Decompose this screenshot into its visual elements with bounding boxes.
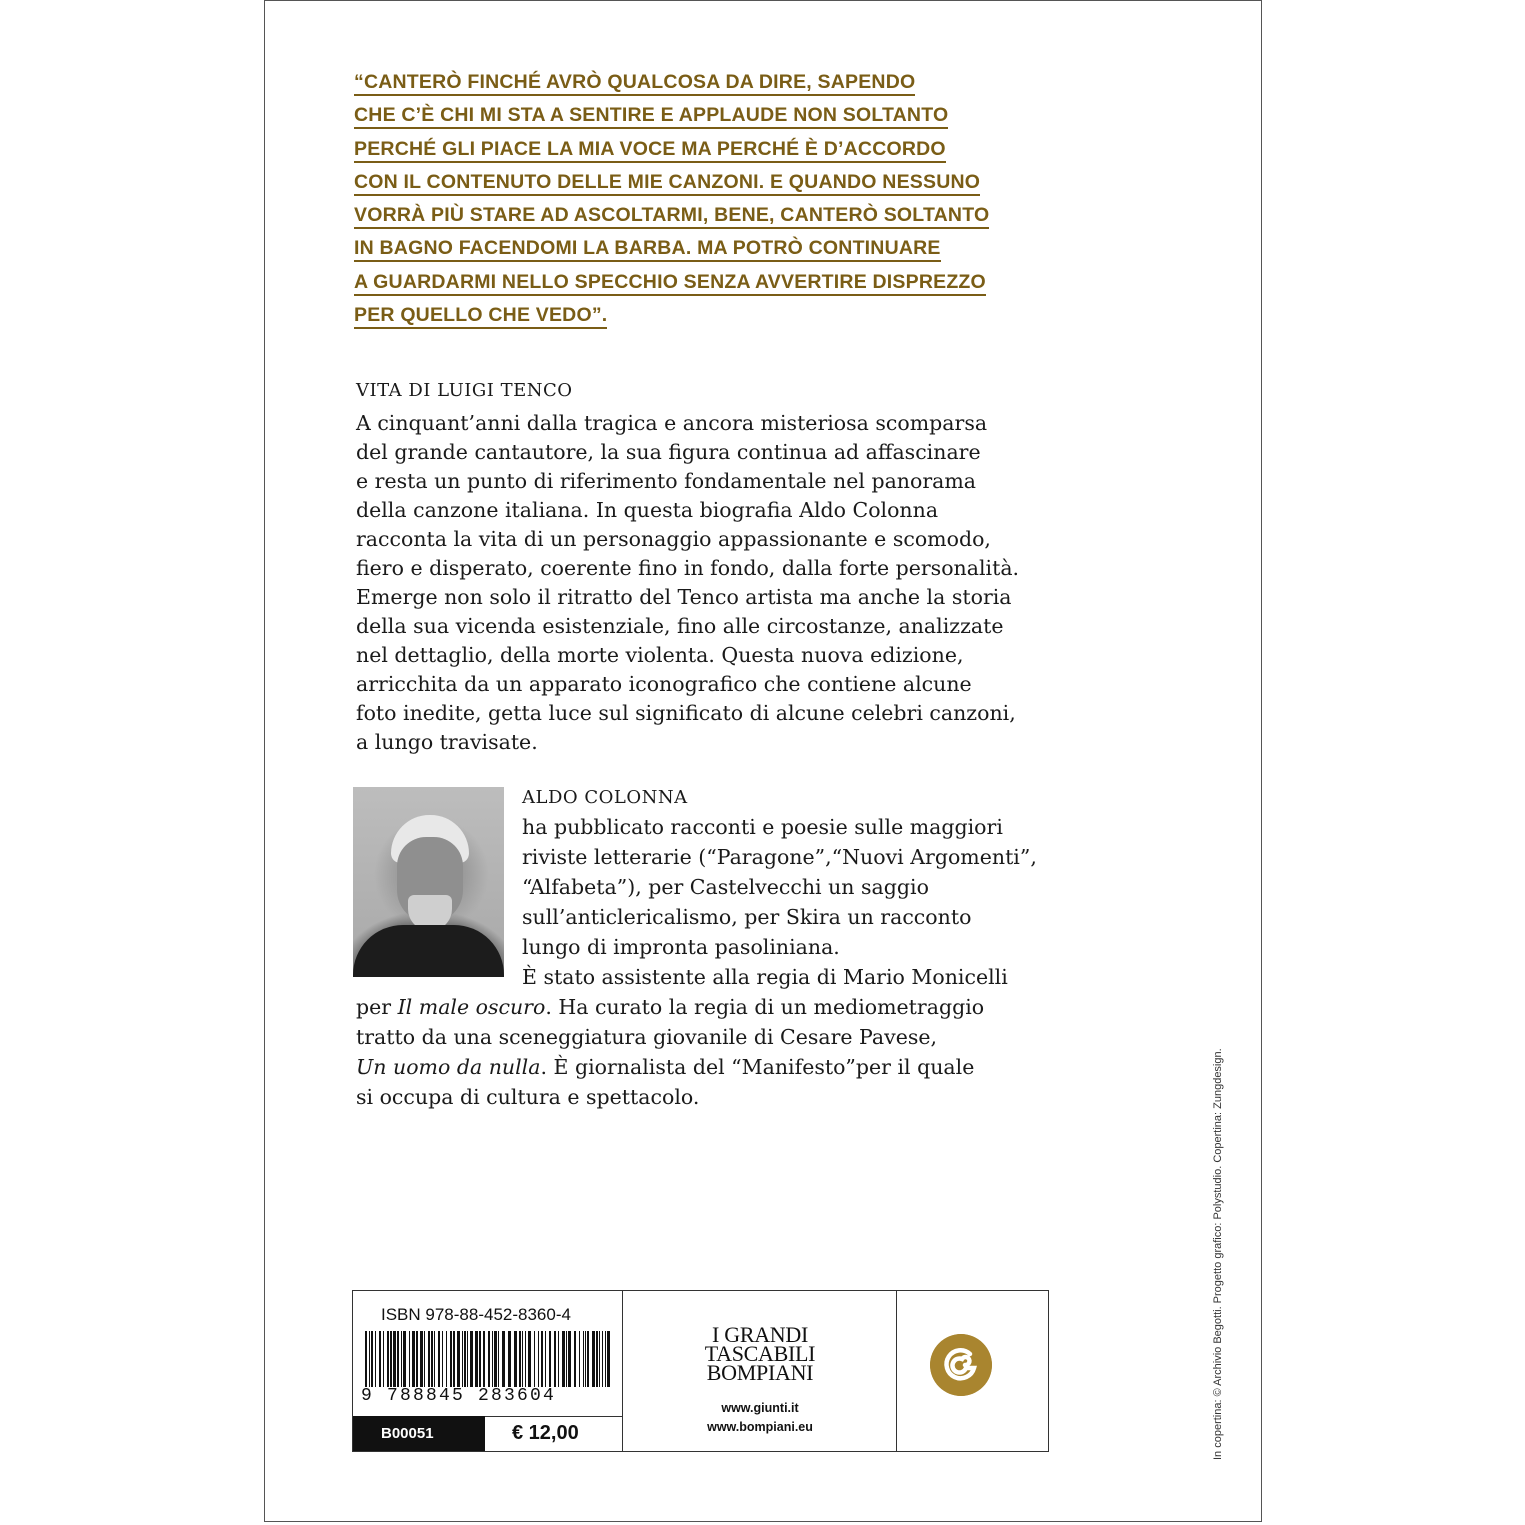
barcode-area [353,1291,623,1451]
bio-line: si occupa di cultura e spettacolo. [356,1085,700,1109]
bio-line: È stato assistente alla regia di Mario Monicelli [522,965,1008,989]
publisher-area [623,1291,897,1451]
bio-line: “Alfabeta”), per Castelvecchi un saggio [522,875,929,899]
bio-line: riviste letterarie (“Paragone”,“Nuovi Argomenti”, [522,845,1037,869]
quote-line: PERCHÉ GLI PIACE LA MIA VOCE MA PERCHÉ È D’ACCORDO [354,135,1014,168]
description-line: arricchita da un apparato iconografico che contiene alcune [356,672,972,696]
series-line: TASCABILI [704,1341,816,1366]
bio-line: ha pubblicato racconti e poesie sulle maggiori [522,815,1003,839]
description-line: Emerge non solo il ritratto del Tenco artista ma anche la storia [356,585,1012,609]
description-line: e resta un punto di riferimento fondamentale nel panorama [356,469,977,493]
description-line: della canzone italiana. In questa biografia Aldo Colonna [356,498,939,522]
publisher-urls [623,1399,897,1437]
description-line: nel dettaglio, della morte violenta. Questa nuova edizione, [356,643,964,667]
series-line: BOMPIANI [706,1360,814,1385]
price: € 12,00 [485,1416,622,1451]
isbn-label: ISBN 978-88-452-8360-4 [381,1305,571,1324]
quote-line: CON IL CONTENUTO DELLE MIE CANZONI. E QUANDO NESSUNO [354,168,1014,201]
barcode-icon [365,1331,611,1387]
description-line: A cinquant’anni dalla tragica e ancora misteriosa scomparsa [356,411,988,435]
logo-area [897,1291,1048,1451]
book-description [356,409,1056,757]
quote-line: PER QUELLO CHE VEDO”. [354,301,1014,334]
description-line: foto inedite, getta luce sul significato di alcune celebri canzoni, [356,701,1016,725]
author-name: ALDO COLONNA [522,787,688,808]
url-giunti: www.giunti.it [721,1401,799,1415]
cover-credits: In copertina: © Archivio Begotti. Progetto grafico: Polystudio. Copertina: Zungdesign. [1212,1048,1224,1460]
bio-line: sull’anticlericalismo, per Skira un racconto [522,905,972,929]
product-code: B00051 [353,1416,485,1451]
quote-line: “CANTERÒ FINCHÉ AVRÒ QUALCOSA DA DIRE, SAPENDO [354,68,1014,101]
quote-line: A GUARDARMI NELLO SPECCHIO SENZA AVVERTIRE DISPREZZO [354,268,1014,301]
series-name [623,1322,897,1385]
book-title: VITA DI LUIGI TENCO [356,380,573,401]
bio-line: Un uomo da nulla. È giornalista del “Manifesto”per il quale [356,1055,975,1079]
footer-box [352,1290,1049,1452]
description-line: fiero e disperato, coerente fino in fondo, dalla forte personalità. [356,556,1020,580]
bio-line: lungo di impronta pasoliniana. [522,935,840,959]
quote-line: IN BAGNO FACENDOMI LA BARBA. MA POTRÒ CONTINUARE [354,234,1014,267]
bio-line: tratto da una sceneggiatura giovanile di Cesare Pavese, [356,1025,938,1049]
film-title: Un uomo da nulla [356,1055,541,1079]
giunti-swirl-icon [930,1334,992,1396]
quote-line: CHE C’È CHI MI STA A SENTIRE E APPLAUDE NON SOLTANTO [354,101,1014,134]
url-bompiani: www.bompiani.eu [707,1420,813,1434]
quote-block [354,68,1014,334]
quote-line: VORRÀ PIÙ STARE AD ASCOLTARMI, BENE, CANTERÒ SOLTANTO [354,201,1014,234]
author-bio [356,812,1076,1112]
description-line: a lungo travisate. [356,730,538,754]
series-line: I GRANDI [712,1322,808,1347]
barcode-digits: 9 788845 283604 [361,1386,557,1406]
description-line: racconta la vita di un personaggio appassionante e scomodo, [356,527,991,551]
film-title: Il male oscuro [397,995,546,1019]
description-line: del grande cantautore, la sua figura continua ad affascinare [356,440,981,464]
bio-line: per Il male oscuro. Ha curato la regia di un mediometraggio [356,995,985,1019]
description-line: della sua vicenda esistenziale, fino alle circostanze, analizzate [356,614,1004,638]
